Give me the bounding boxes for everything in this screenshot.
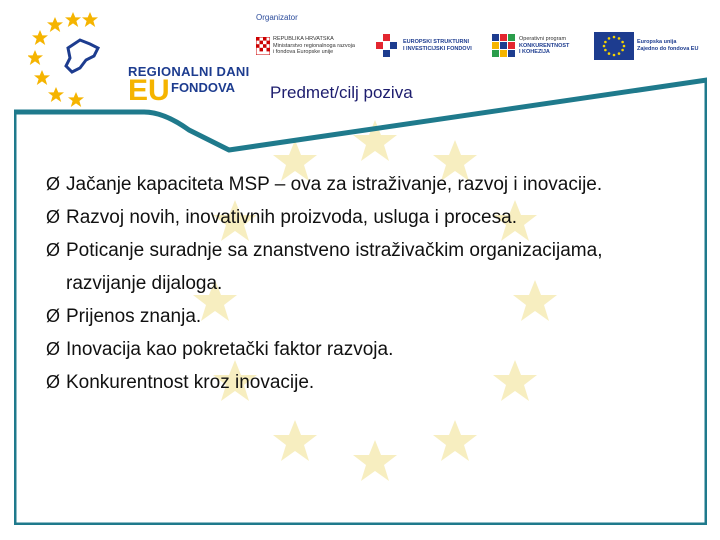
partner-ministry-line3: i fondova Europske unije bbox=[273, 49, 334, 56]
bullet-text: Inovacija kao pokretački faktor razvoja. bbox=[66, 339, 394, 360]
partner-opkik-line3: I KOHEZIJA bbox=[519, 49, 550, 56]
bullet-list bbox=[46, 168, 686, 399]
partner-op-kik bbox=[492, 29, 569, 63]
slide-title: Predmet/cilj poziva bbox=[270, 83, 413, 102]
partner-ministry-line1: REPUBLIKA HRVATSKA bbox=[273, 35, 334, 42]
bullet-text: Poticanje suradnje sa znanstveno istraživačkim organizacijama, razvijanje dijaloga. bbox=[66, 240, 603, 294]
bullet-arrow-icon: Ø bbox=[46, 306, 61, 326]
partner-eu-text bbox=[637, 39, 698, 53]
bullet-arrow-icon: Ø bbox=[46, 372, 61, 392]
bullet-item bbox=[46, 201, 686, 234]
bullet-text: Jačanje kapaciteta MSP – ova za istraživanje, razvoj i inovacije. bbox=[66, 174, 603, 195]
bullet-arrow-icon: Ø bbox=[46, 240, 61, 260]
bullet-item bbox=[46, 300, 686, 333]
bullet-arrow-icon: Ø bbox=[46, 207, 61, 227]
partner-opkik-line1: Operativni program bbox=[519, 35, 567, 42]
partner-opkik-line2: KONKURENTNOST bbox=[519, 42, 570, 49]
partner-op-kik-text bbox=[519, 36, 569, 57]
bullet-arrow-icon: Ø bbox=[46, 174, 61, 194]
esi-funds-icon bbox=[374, 34, 400, 58]
partner-eu-line1: Europska unija bbox=[637, 39, 677, 46]
logo-stars-icon bbox=[28, 10, 138, 110]
bullet-item bbox=[46, 168, 686, 201]
partner-eu bbox=[594, 29, 698, 63]
croatia-coat-of-arms-icon bbox=[256, 37, 270, 55]
organizator-label: Organizator bbox=[256, 13, 298, 22]
bullet-item bbox=[46, 333, 686, 366]
op-kik-icon bbox=[492, 34, 516, 58]
partner-ministry bbox=[256, 29, 355, 63]
logo-line3: FONDOVA bbox=[171, 80, 236, 95]
logo-line1: REGIONALNI DANI bbox=[128, 64, 250, 79]
partner-esi-funds-text bbox=[403, 39, 472, 53]
bullet-item bbox=[46, 366, 686, 399]
bullet-text: Prijenos znanja. bbox=[66, 306, 202, 327]
eu-flag-icon bbox=[594, 32, 634, 60]
regionalni-dani-logo bbox=[28, 10, 258, 110]
partner-eu-line2: Zajedno do fondova EU bbox=[637, 46, 699, 52]
bullet-item bbox=[46, 234, 686, 300]
partner-ministry-line2: Ministarstvo regionalnoga razvoja bbox=[273, 42, 355, 49]
partner-esi-line1: EUROPSKI STRUKTURNI bbox=[403, 39, 470, 46]
logo-line2: EU bbox=[128, 74, 170, 107]
bullet-text: Razvoj novih, inovativnih proizvoda, usluga i procesa. bbox=[66, 207, 517, 228]
partner-ministry-text bbox=[273, 36, 355, 57]
partner-esi-line2: I INVESTICIJSKI FONDOVI bbox=[403, 46, 472, 52]
bullet-text: Konkurentnost kroz inovacije. bbox=[66, 372, 315, 393]
partner-esi-funds bbox=[374, 29, 472, 63]
bullet-arrow-icon: Ø bbox=[46, 339, 61, 359]
